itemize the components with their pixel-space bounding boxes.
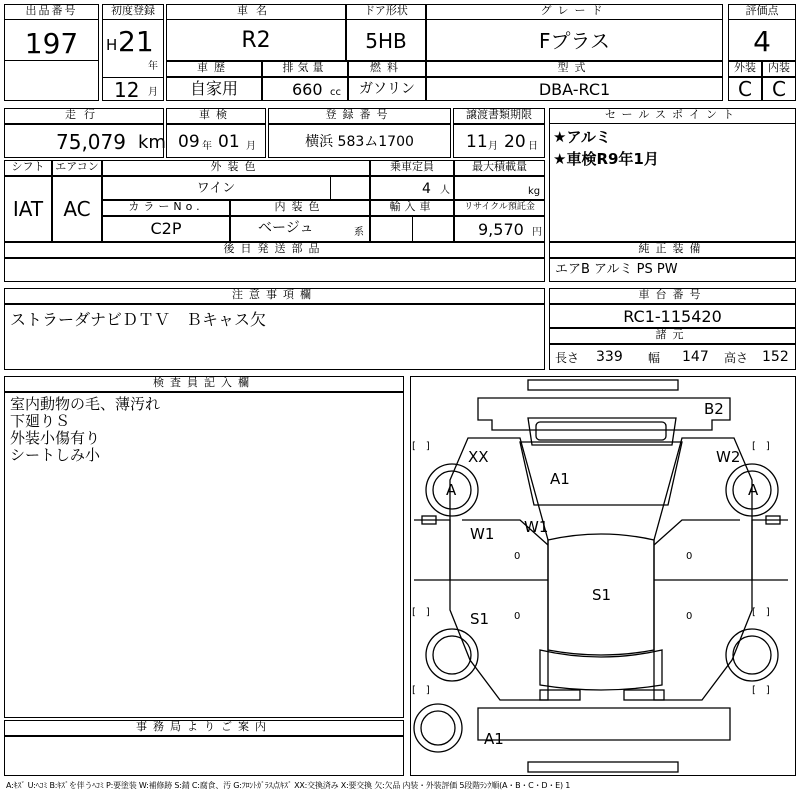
history-value: 自家用 — [189, 79, 238, 98]
transfer-month-unit: 月 — [488, 141, 498, 152]
max-load-unit: kg — [528, 186, 541, 197]
mark-bracket: [ ] — [412, 685, 430, 696]
specs-length: 339 — [596, 349, 623, 365]
fuel-value: ガソリン — [359, 81, 415, 97]
mark-xx: XX — [468, 448, 489, 466]
color-no-value: C2P — [150, 219, 182, 238]
selling-points-label: セールスポイント — [549, 108, 796, 124]
mark-w2: W2 — [716, 448, 741, 466]
history-label: 車歴 — [166, 61, 262, 77]
later-parts-label: 後日発送部品 — [4, 242, 545, 258]
mark-a-right: A — [748, 481, 759, 499]
transfer-label: 譲渡書類期限 — [453, 108, 545, 124]
displacement-value: 660 — [292, 80, 323, 99]
door-value: 5HB — [365, 29, 407, 53]
notes-value: ストラーダナビＤＴＶ Ｂキャス欠 — [10, 310, 267, 329]
int-grade-label: 内装 — [762, 61, 796, 77]
mark-bracket: [ ] — [752, 685, 770, 696]
capacity-label: 乗車定員 — [370, 160, 454, 176]
mark-w1-center: W1 — [524, 518, 549, 536]
legend-text: A:ｷｽﾞ U:ﾍｺﾐ B:ｷｽﾞを伴うﾍｺﾐ P:要塗装 W:補修跡 S:錆 C:腐食、汚 G:ﾌﾛﾝﾄｶﾞﾗｽ点ｷｽﾞ XX:交換済み X:要交換 欠:欠品 内装・外装評価 5段階ﾗﾝｸ順(A・B・C・D・E) 1 — [6, 781, 571, 790]
factory-equipment-label: 純正装備 — [549, 242, 796, 258]
inspector-line: シートしみ小 — [10, 446, 101, 464]
plate-label: 登録番号 — [268, 108, 451, 124]
mark-bracket: [ ] — [412, 441, 430, 452]
mark-a-left: A — [446, 481, 457, 499]
shift-label: シフト — [4, 160, 52, 176]
mileage-unit: km — [138, 132, 166, 153]
specs-width-label: 幅 — [648, 351, 661, 365]
transfer-day-unit: 日 — [528, 141, 538, 152]
displacement-unit: cc — [330, 87, 341, 98]
plate-value: 横浜 583ム1700 — [305, 134, 414, 150]
selling-point-item: ★車検R9年1月 — [553, 150, 659, 168]
first-reg-year: 21 — [118, 25, 154, 58]
model-code-label: 型式 — [426, 61, 723, 77]
mark-zero: 0 — [686, 611, 693, 622]
mark-zero: 0 — [686, 551, 693, 562]
fuel-label: 燃料 — [348, 61, 426, 77]
mileage-label: 走行 — [4, 108, 164, 124]
import-label: 輸入車 — [370, 200, 454, 216]
exterior-color-label: 外装色 — [102, 160, 370, 176]
displacement-label: 排気量 — [262, 61, 348, 77]
chassis-value: RC1-115420 — [623, 307, 722, 326]
ext-grade-value: C — [738, 77, 752, 101]
car-name-label: 車名 — [166, 4, 346, 20]
first-reg-year-unit: 年 — [148, 61, 158, 72]
recycle-value: 9,570 — [478, 220, 524, 239]
interior-color-label: 内装色 — [230, 200, 370, 216]
interior-color-suffix: 系 — [354, 227, 364, 238]
mark-s1-center: S1 — [592, 586, 612, 604]
inspection-month-unit: 月 — [246, 141, 256, 152]
first-reg-label: 初度登録 — [102, 4, 164, 20]
grade-label: グレード — [426, 4, 723, 20]
specs-height-label: 高さ — [724, 351, 749, 365]
aircon-label: エアコン — [52, 160, 102, 176]
mark-a1-front: A1 — [550, 470, 570, 488]
selling-point-item: ★アルミ — [553, 128, 611, 146]
first-reg-month-unit: 月 — [148, 87, 158, 98]
transfer-month: 11 — [466, 132, 488, 152]
mark-zero: 0 — [514, 611, 521, 622]
door-label: ドア形状 — [346, 4, 426, 20]
color-no-label: カラーNo. — [102, 200, 230, 216]
car-name-value: R2 — [241, 28, 271, 53]
capacity-value: 4 — [422, 181, 431, 197]
inspection-year-unit: 年 — [202, 141, 212, 152]
chassis-label: 車台番号 — [549, 288, 796, 304]
score-label: 評価点 — [728, 4, 796, 20]
inspection-label: 車検 — [166, 108, 266, 124]
mileage-value: 75,079 — [56, 130, 126, 154]
mark-bracket: [ ] — [752, 441, 770, 452]
inspection-year: 09 — [178, 132, 200, 152]
first-reg-month: 12 — [114, 78, 140, 102]
aircon-value: AC — [63, 197, 91, 221]
office-label: 事務局よりご案内 — [4, 720, 404, 736]
inspector-label: 検査員記入欄 — [4, 376, 404, 392]
first-reg-era: H — [106, 36, 118, 54]
inspector-line: 外装小傷有り — [10, 429, 101, 447]
factory-equipment-value: エアB アルミ PS PW — [555, 262, 678, 277]
specs-label: 諸元 — [549, 328, 796, 344]
score-value: 4 — [753, 25, 771, 58]
model-code-value: DBA-RC1 — [538, 80, 611, 99]
interior-color-value: ベージュ — [258, 220, 314, 236]
mark-s1-left: S1 — [470, 610, 490, 628]
lot-number: 197 — [24, 27, 79, 60]
notes-label: 注意事項欄 — [4, 288, 545, 304]
specs-length-label: 長さ — [555, 351, 580, 365]
capacity-unit: 人 — [440, 185, 450, 196]
max-load-label: 最大積載量 — [454, 160, 545, 176]
exterior-color-value: ワイン — [196, 181, 236, 196]
transfer-day: 20 — [504, 132, 526, 152]
specs-height: 152 — [762, 349, 789, 365]
mark-w1-left: W1 — [470, 525, 495, 543]
grade-value: Fプラス — [539, 29, 610, 53]
lot-label: 出品番号 — [4, 4, 99, 20]
mark-b2: B2 — [704, 400, 724, 418]
recycle-unit: 円 — [532, 227, 542, 238]
inspection-month: 01 — [218, 132, 240, 152]
mark-bracket: [ ] — [412, 607, 430, 618]
specs-width: 147 — [682, 349, 709, 365]
mark-bracket: [ ] — [752, 607, 770, 618]
recycle-label: リサイクル預託金 — [454, 200, 545, 216]
mark-a1-rear: A1 — [484, 730, 504, 748]
shift-value: IAT — [12, 197, 44, 221]
ext-grade-label: 外装 — [728, 61, 762, 77]
int-grade-value: C — [772, 77, 786, 101]
inspector-line: 下廻りＳ — [10, 412, 71, 430]
mark-zero: 0 — [514, 551, 521, 562]
inspector-line: 室内動物の毛、薄汚れ — [10, 395, 161, 413]
